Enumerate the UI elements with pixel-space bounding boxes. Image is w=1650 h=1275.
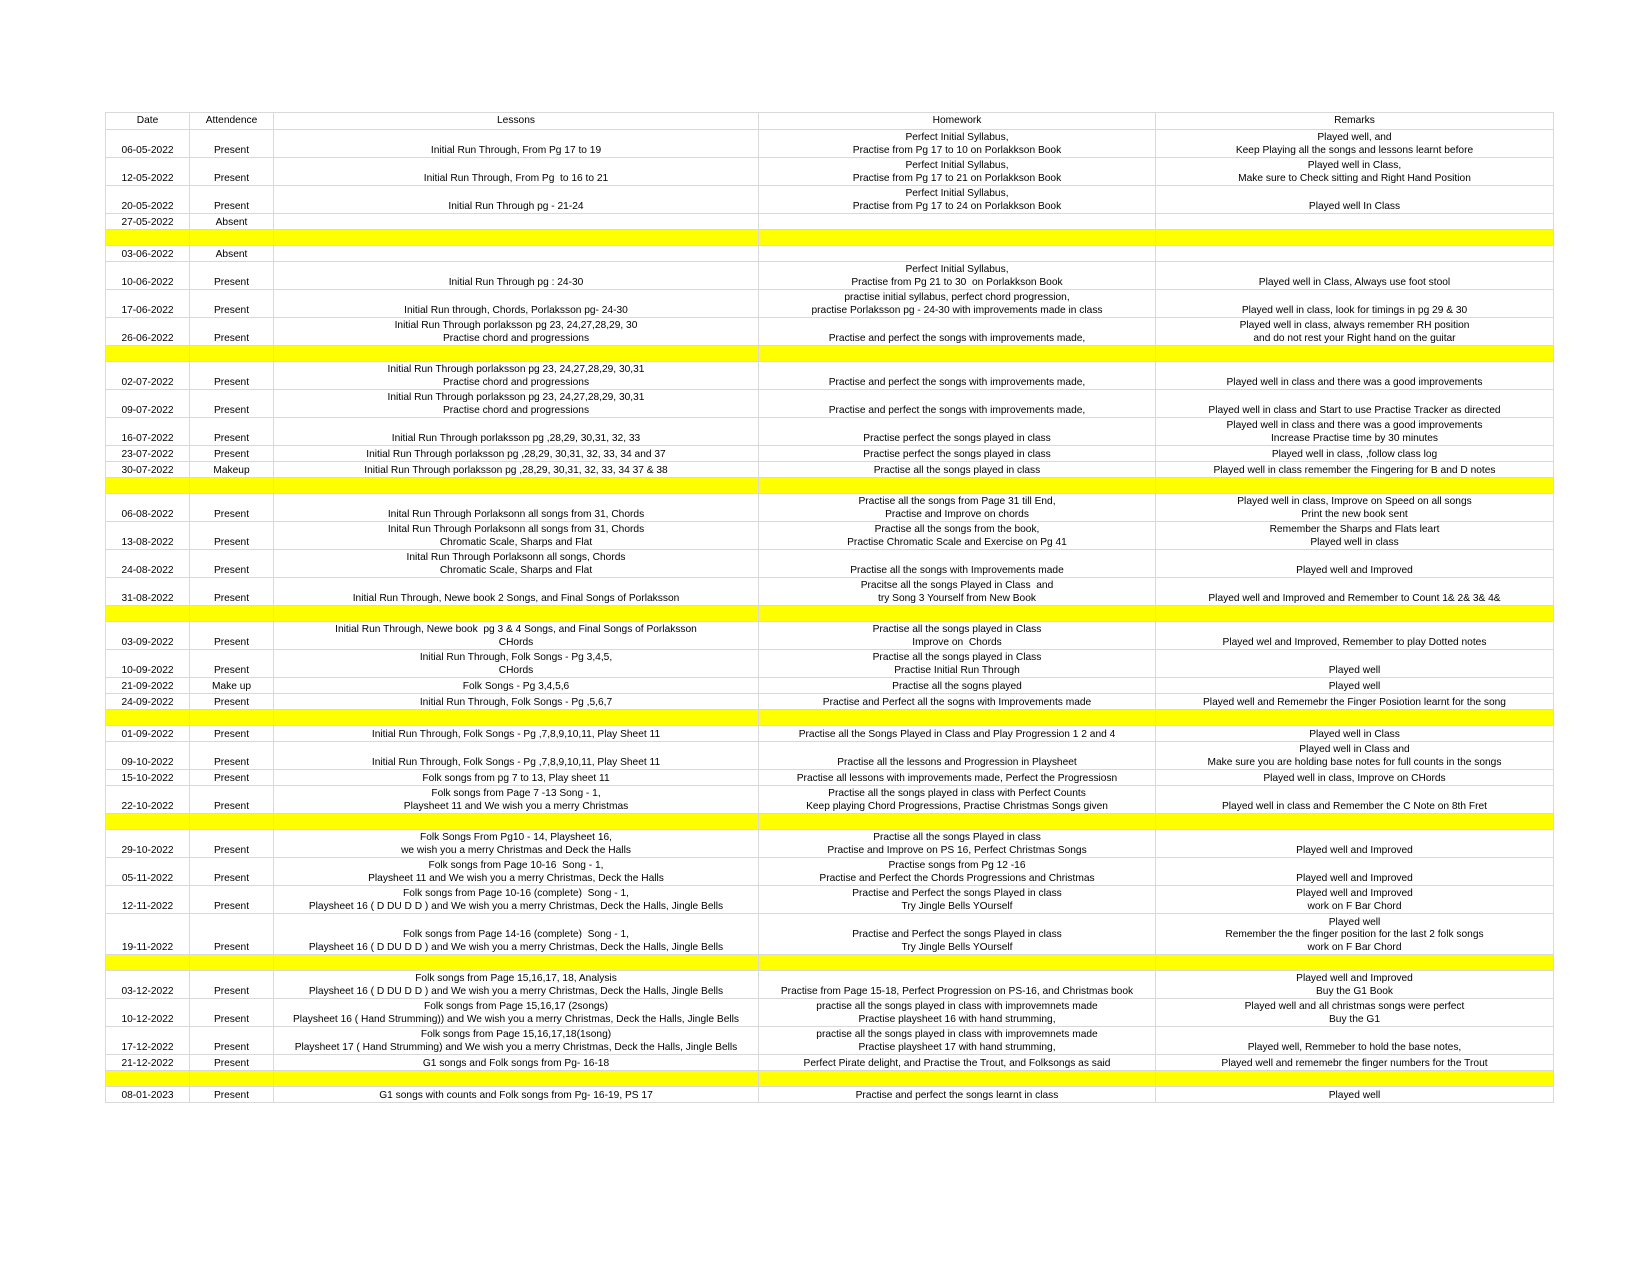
cell-attendance: Present [190,446,274,462]
cell-homework: Perfect Pirate delight, and Practise the Trout, and Folksongs as said [759,1055,1156,1071]
cell-homework: Practise all the sogns played [759,678,1156,694]
cell-attendance: Present [190,1055,274,1071]
table-row [106,158,1554,186]
cell-homework: Practise perfect the songs played in class [759,446,1156,462]
table-row [106,362,1554,390]
month-separator-row [106,814,1554,830]
cell-remarks: Played well in class and Remember the C Note on 8th Fret [1156,786,1554,814]
cell-lessons: Initial Run Through, Folk Songs - Pg ,5,6,7 [274,694,759,710]
cell-homework: Practise all the songs played in class with Perfect Counts Keep playing Chord Progressions, Practise Christmas Songs given [759,786,1156,814]
cell-date: 21-09-2022 [106,678,190,694]
table-row [106,550,1554,578]
cell-lessons: Initial Run Through porlaksson pg ,28,29, 30,31, 32, 33 [274,418,759,446]
cell-attendance: Present [190,362,274,390]
cell-lessons: Folk songs from Page 7 -13 Song - 1, Playsheet 11 and We wish you a merry Christmas [274,786,759,814]
cell-date: 16-07-2022 [106,418,190,446]
cell-date: 01-09-2022 [106,726,190,742]
cell-remarks: Played well and Improved [1156,830,1554,858]
cell-attendance: Present [190,1027,274,1055]
cell-homework [759,214,1156,230]
cell-homework: Perfect Initial Syllabus, Practise from Pg 17 to 10 on Porlakkson Book [759,130,1156,158]
separator-cell [106,1071,190,1087]
cell-remarks [1156,246,1554,262]
table-row [106,650,1554,678]
cell-remarks: Played well Remember the the finger position for the last 2 folk songs work on F Bar Chord [1156,914,1554,955]
cell-remarks: Played well and Improved [1156,858,1554,886]
header-homework: Homework [759,113,1156,130]
cell-homework: practise initial syllabus, perfect chord progression, practise Porlaksson pg - 24-30 with improvements made in class [759,290,1156,318]
table-row [106,318,1554,346]
separator-cell [190,955,274,971]
separator-cell [190,478,274,494]
cell-attendance: Present [190,522,274,550]
separator-cell [274,606,759,622]
cell-remarks: Played well in class, ,follow class log [1156,446,1554,462]
cell-lessons: Folk songs from Page 14-16 (complete) Song - 1, Playsheet 16 ( D DU D D ) and We wish you a merry Christmas, Deck the Halls, Jingle Bells [274,914,759,955]
table-row [106,830,1554,858]
cell-attendance: Present [190,886,274,914]
cell-remarks: Played well and rememebr the finger numbers for the Trout [1156,1055,1554,1071]
cell-homework: Practise all the songs from the book, Practise Chromatic Scale and Exercise on Pg 41 [759,522,1156,550]
table-row [106,999,1554,1027]
separator-cell [274,478,759,494]
cell-date: 12-05-2022 [106,158,190,186]
table-row [106,770,1554,786]
cell-attendance: Present [190,786,274,814]
header-lessons: Lessons [274,113,759,130]
cell-attendance: Present [190,694,274,710]
table-row [106,622,1554,650]
cell-remarks: Played well and Improved work on F Bar Chord [1156,886,1554,914]
cell-remarks: Played well [1156,678,1554,694]
cell-lessons: Folk songs from Page 15,16,17 (2songs) Playsheet 16 ( Hand Strumming)) and We wish you a merry Christmas, Deck the Halls, Jingle Bells [274,999,759,1027]
cell-date: 17-12-2022 [106,1027,190,1055]
cell-remarks: Played well in class remember the Fingering for B and D notes [1156,462,1554,478]
cell-date: 10-12-2022 [106,999,190,1027]
separator-cell [190,346,274,362]
cell-lessons: Initial Run Through pg - 21-24 [274,186,759,214]
cell-lessons: Inital Run Through Porlaksonn all songs from 31, Chords Chromatic Scale, Sharps and Flat [274,522,759,550]
cell-attendance: Present [190,650,274,678]
cell-remarks: Played well in class and Start to use Practise Tracker as directed [1156,390,1554,418]
separator-cell [190,606,274,622]
cell-remarks: Played well and Rememebr the Finger Posiotion learnt for the song [1156,694,1554,710]
cell-lessons: Initial Run Through, From Pg to 16 to 21 [274,158,759,186]
separator-cell [274,955,759,971]
cell-remarks: Played well and Improved [1156,550,1554,578]
cell-date: 30-07-2022 [106,462,190,478]
cell-remarks: Played well in class and there was a good improvements [1156,362,1554,390]
cell-date: 10-06-2022 [106,262,190,290]
table-row [106,462,1554,478]
cell-lessons [274,246,759,262]
cell-remarks: Played well in class, look for timings in pg 29 & 30 [1156,290,1554,318]
cell-attendance: Present [190,262,274,290]
cell-lessons: Initial Run Through, Folk Songs - Pg ,7,8,9,10,11, Play Sheet 11 [274,742,759,770]
cell-homework: Practise all the songs played in Class Practise Initial Run Through [759,650,1156,678]
separator-cell [1156,955,1554,971]
table-row [106,726,1554,742]
cell-lessons: Folk songs from Page 15,16,17,18(1song) Playsheet 17 ( Hand Strumming) and We wish you a merry Christmas, Deck the Halls, Jingle Bells [274,1027,759,1055]
cell-attendance: Present [190,770,274,786]
separator-cell [1156,230,1554,246]
cell-lessons: Initial Run Through, Folk Songs - Pg ,7,8,9,10,11, Play Sheet 11 [274,726,759,742]
cell-attendance: Present [190,186,274,214]
cell-lessons: Folk Songs - Pg 3,4,5,6 [274,678,759,694]
table-row [106,742,1554,770]
separator-cell [759,346,1156,362]
cell-date: 03-09-2022 [106,622,190,650]
month-separator-row [106,346,1554,362]
cell-date: 13-08-2022 [106,522,190,550]
cell-homework: Practise all the lessons and Progression in Playsheet [759,742,1156,770]
cell-remarks: Played well in Class [1156,726,1554,742]
cell-attendance: Present [190,726,274,742]
cell-homework: Pracitse all the songs Played in Class and try Song 3 Yourself from New Book [759,578,1156,606]
separator-cell [190,814,274,830]
cell-homework: Practise from Page 15-18, Perfect Progression on PS-16, and Christmas book [759,971,1156,999]
cell-attendance: Present [190,830,274,858]
separator-cell [1156,478,1554,494]
separator-cell [106,346,190,362]
cell-lessons: Inital Run Through Porlaksonn all songs, Chords Chromatic Scale, Sharps and Flat [274,550,759,578]
cell-homework [759,246,1156,262]
table-row [106,1027,1554,1055]
cell-lessons: Folk songs from pg 7 to 13, Play sheet 11 [274,770,759,786]
cell-homework: Practise all the songs played in Class Improve on Chords [759,622,1156,650]
cell-lessons: Folk Songs From Pg10 - 14, Playsheet 16, we wish you a merry Christmas and Deck the Halls [274,830,759,858]
table-row [106,1087,1554,1103]
cell-date: 26-06-2022 [106,318,190,346]
cell-date: 24-09-2022 [106,694,190,710]
cell-attendance: Present [190,390,274,418]
cell-date: 23-07-2022 [106,446,190,462]
cell-homework: Perfect Initial Syllabus, Practise from Pg 21 to 30 on Porlakkson Book [759,262,1156,290]
cell-lessons: Folk songs from Page 10-16 Song - 1, Playsheet 11 and We wish you a merry Christmas, Deck the Halls [274,858,759,886]
month-separator-row [106,710,1554,726]
cell-attendance: Present [190,742,274,770]
cell-homework: Practise songs from Pg 12 -16 Practise and Perfect the Chords Progressions and Christmas [759,858,1156,886]
month-separator-row [106,606,1554,622]
cell-lessons: G1 songs and Folk songs from Pg- 16-18 [274,1055,759,1071]
cell-homework: Practise all lessons with improvements made, Perfect the Progressiosn [759,770,1156,786]
table-row [106,678,1554,694]
month-separator-row [106,478,1554,494]
separator-cell [274,230,759,246]
separator-cell [190,710,274,726]
separator-cell [190,230,274,246]
cell-attendance: Present [190,1087,274,1103]
cell-attendance: Present [190,418,274,446]
cell-date: 06-05-2022 [106,130,190,158]
separator-cell [759,606,1156,622]
cell-attendance: Present [190,622,274,650]
cell-attendance: Present [190,130,274,158]
cell-lessons: Folk songs from Page 10-16 (complete) Song - 1, Playsheet 16 ( D DU D D ) and We wish you a merry Christmas, Deck the Halls, Jingle Bells [274,886,759,914]
cell-attendance: Make up [190,678,274,694]
cell-date: 10-09-2022 [106,650,190,678]
separator-cell [106,230,190,246]
cell-homework: Practise all the songs with Improvements made [759,550,1156,578]
separator-cell [106,814,190,830]
table-row [106,186,1554,214]
cell-attendance: Makeup [190,462,274,478]
cell-remarks: Played well in Class, Make sure to Check sitting and Right Hand Position [1156,158,1554,186]
cell-homework: Practise and Perfect the songs Played in class Try Jingle Bells YOurself [759,886,1156,914]
table-row [106,522,1554,550]
table-row [106,786,1554,814]
cell-remarks: Played well in class, always remember RH position and do not rest your Right hand on the guitar [1156,318,1554,346]
cell-remarks: Played well in class, Improve on Speed on all songs Print the new book sent [1156,494,1554,522]
table-row [106,971,1554,999]
cell-date: 03-12-2022 [106,971,190,999]
cell-attendance: Absent [190,214,274,230]
cell-date: 08-01-2023 [106,1087,190,1103]
cell-homework: Practise and perfect the songs learnt in class [759,1087,1156,1103]
cell-homework: Practise and perfect the songs with improvements made, [759,362,1156,390]
cell-date: 05-11-2022 [106,858,190,886]
cell-attendance: Present [190,318,274,346]
cell-homework: Practise perfect the songs played in class [759,418,1156,446]
month-separator-row [106,955,1554,971]
cell-homework: Practise all the songs Played in class Practise and Improve on PS 16, Perfect Christmas Songs [759,830,1156,858]
table-row [106,886,1554,914]
cell-remarks: Played well in Class and Make sure you are holding base notes for full counts in the songs [1156,742,1554,770]
cell-attendance: Present [190,290,274,318]
cell-attendance: Present [190,858,274,886]
separator-cell [106,955,190,971]
table-row [106,246,1554,262]
cell-date: 06-08-2022 [106,494,190,522]
table-body [106,130,1554,1103]
cell-lessons: Initial Run through, Chords, Porlaksson pg- 24-30 [274,290,759,318]
table-row [106,446,1554,462]
table-row [106,130,1554,158]
cell-homework: practise all the songs played in class with improvemnets made Practise playsheet 17 with hand strumming, [759,1027,1156,1055]
cell-lessons [274,214,759,230]
cell-lessons: Folk songs from Page 15,16,17, 18, Analysis Playsheet 16 ( D DU D D ) and We wish you a merry Christmas, Deck the Halls, Jingle Bells [274,971,759,999]
cell-remarks: Played well in Class, Always use foot stool [1156,262,1554,290]
cell-homework: Practise and perfect the songs with improvements made, [759,390,1156,418]
cell-date: 02-07-2022 [106,362,190,390]
separator-cell [759,814,1156,830]
cell-remarks: Played well and Improved Buy the G1 Book [1156,971,1554,999]
cell-attendance: Present [190,578,274,606]
separator-cell [106,710,190,726]
separator-cell [759,710,1156,726]
cell-attendance: Present [190,999,274,1027]
separator-cell [190,1071,274,1087]
cell-homework: Practise and perfect the songs with improvements made, [759,318,1156,346]
separator-cell [274,814,759,830]
header-attendance: Attendence [190,113,274,130]
separator-cell [1156,346,1554,362]
cell-date: 20-05-2022 [106,186,190,214]
separator-cell [274,346,759,362]
header-date: Date [106,113,190,130]
cell-remarks: Played well and Improved and Remember to Count 1& 2& 3& 4& [1156,578,1554,606]
cell-date: 09-07-2022 [106,390,190,418]
cell-remarks: Remember the Sharps and Flats leart Played well in class [1156,522,1554,550]
separator-cell [759,1071,1156,1087]
table-row [106,914,1554,955]
cell-date: 31-08-2022 [106,578,190,606]
table-row [106,578,1554,606]
cell-homework: Perfect Initial Syllabus, Practise from Pg 17 to 21 on Porlakkson Book [759,158,1156,186]
cell-attendance: Present [190,158,274,186]
cell-homework: Practise all the Songs Played in Class and Play Progression 1 2 and 4 [759,726,1156,742]
cell-homework: Perfect Initial Syllabus, Practise from Pg 17 to 24 on Porlakkson Book [759,186,1156,214]
cell-homework: Practise and Perfect all the sogns with Improvements made [759,694,1156,710]
month-separator-row [106,230,1554,246]
cell-date: 22-10-2022 [106,786,190,814]
cell-lessons: Initial Run Through porlaksson pg ,28,29, 30,31, 32, 33, 34 37 & 38 [274,462,759,478]
separator-cell [106,606,190,622]
header-remarks: Remarks [1156,113,1554,130]
cell-attendance: Present [190,494,274,522]
cell-remarks: Played well and all christmas songs were perfect Buy the G1 [1156,999,1554,1027]
cell-date: 17-06-2022 [106,290,190,318]
table-row [106,494,1554,522]
cell-date: 27-05-2022 [106,214,190,230]
cell-remarks: Played well, and Keep Playing all the songs and lessons learnt before [1156,130,1554,158]
cell-lessons: Initial Run Through pg : 24-30 [274,262,759,290]
table-row [106,858,1554,886]
cell-date: 24-08-2022 [106,550,190,578]
cell-lessons: Initial Run Through, From Pg 17 to 19 [274,130,759,158]
cell-lessons: Initial Run Through, Folk Songs - Pg 3,4,5, CHords [274,650,759,678]
table-row [106,390,1554,418]
table-row [106,262,1554,290]
header-row [106,113,1554,130]
cell-homework: practise all the songs played in class with improvemnets made Practise playsheet 16 with hand strumming, [759,999,1156,1027]
table-row [106,694,1554,710]
cell-date: 12-11-2022 [106,886,190,914]
cell-remarks: Played well in class and there was a good improvements Increase Practise time by 30 minutes [1156,418,1554,446]
cell-date: 21-12-2022 [106,1055,190,1071]
cell-remarks: Played well [1156,1087,1554,1103]
cell-attendance: Present [190,971,274,999]
cell-date: 03-06-2022 [106,246,190,262]
cell-attendance: Present [190,914,274,955]
cell-remarks: Played well in class, Improve on CHords [1156,770,1554,786]
cell-remarks: Played well, Remmeber to hold the base notes, [1156,1027,1554,1055]
separator-cell [1156,606,1554,622]
separator-cell [274,1071,759,1087]
cell-remarks: Played well [1156,650,1554,678]
separator-cell [759,230,1156,246]
cell-date: 09-10-2022 [106,742,190,770]
separator-cell [1156,710,1554,726]
table-row [106,214,1554,230]
lesson-log-table [105,112,1554,1103]
separator-cell [274,710,759,726]
cell-lessons: Initial Run Through porlaksson pg 23, 24,27,28,29, 30,31 Practise chord and progressions [274,390,759,418]
cell-remarks: Played wel and Improved, Remember to play Dotted notes [1156,622,1554,650]
cell-homework: Practise and Perfect the songs Played in class Try Jingle Bells YOurself [759,914,1156,955]
cell-lessons: G1 songs with counts and Folk songs from Pg- 16-19, PS 17 [274,1087,759,1103]
cell-lessons: Initial Run Through, Newe book pg 3 & 4 Songs, and Final Songs of Porlaksson CHords [274,622,759,650]
cell-homework: Practise all the songs from Page 31 till End, Practise and Improve on chords [759,494,1156,522]
month-separator-row [106,1071,1554,1087]
separator-cell [1156,1071,1554,1087]
cell-date: 15-10-2022 [106,770,190,786]
cell-lessons: Initial Run Through porlaksson pg ,28,29, 30,31, 32, 33, 34 and 37 [274,446,759,462]
table-row [106,290,1554,318]
cell-attendance: Present [190,550,274,578]
table-row [106,1055,1554,1071]
cell-remarks: Played well In Class [1156,186,1554,214]
cell-remarks [1156,214,1554,230]
separator-cell [1156,814,1554,830]
cell-attendance: Absent [190,246,274,262]
cell-lessons: Initial Run Through porlaksson pg 23, 24,27,28,29, 30,31 Practise chord and progressions [274,362,759,390]
cell-date: 29-10-2022 [106,830,190,858]
separator-cell [759,955,1156,971]
cell-homework: Practise all the songs played in class [759,462,1156,478]
cell-lessons: Initial Run Through porlaksson pg 23, 24,27,28,29, 30 Practise chord and progressions [274,318,759,346]
cell-lessons: Initial Run Through, Newe book 2 Songs, and Final Songs of Porlaksson [274,578,759,606]
cell-lessons: Inital Run Through Porlaksonn all songs from 31, Chords [274,494,759,522]
separator-cell [106,478,190,494]
table-row [106,418,1554,446]
separator-cell [759,478,1156,494]
cell-date: 19-11-2022 [106,914,190,955]
